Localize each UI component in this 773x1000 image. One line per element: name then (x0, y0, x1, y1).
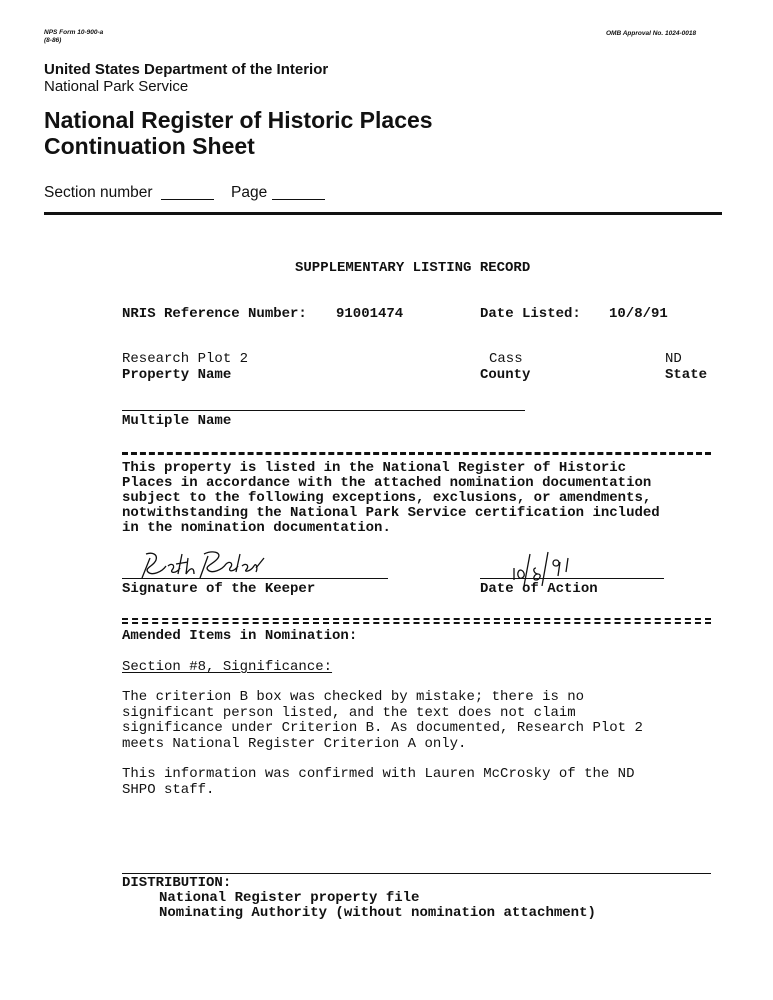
distribution-label: DISTRIBUTION: (122, 875, 232, 891)
paragraph-line: significance under Criterion B. As documented, Research Plot 2 (122, 720, 643, 736)
form-number: NPS Form 10-900-a (44, 29, 104, 36)
distribution-rule (122, 873, 711, 874)
double-divider-top (122, 618, 711, 620)
signature-line (122, 578, 388, 579)
amended-heading: Amended Items in Nomination: (122, 628, 358, 644)
state-label: State (665, 367, 708, 383)
page-title: National Register of Historic Places (44, 107, 433, 133)
distribution-item: National Register property file (159, 890, 420, 906)
multiple-name-blank (122, 410, 525, 411)
property-value: Research Plot 2 (122, 351, 249, 367)
property-label: Property Name (122, 367, 232, 383)
statement-line: This property is listed in the National Register of Historic (122, 460, 627, 476)
keeper-signature (138, 548, 268, 582)
statement-line: in the nomination documentation. (122, 520, 391, 536)
paragraph-line: significant person listed, and the text does not claim (122, 705, 576, 721)
signature-label: Signature of the Keeper (122, 581, 316, 597)
dashed-divider (122, 452, 711, 455)
multiple-name-label: Multiple Name (122, 413, 232, 429)
double-divider-bottom (122, 622, 711, 624)
state-value: ND (665, 351, 682, 367)
date-of-action-line (480, 578, 664, 579)
paragraph-line: This information was confirmed with Lauren McCrosky of the ND (122, 766, 635, 782)
county-value: Cass (489, 351, 523, 367)
form-date: (8-86) (44, 37, 62, 44)
statement-line: Places in accordance with the attached nomination documentation (122, 475, 652, 491)
nris-value: 91001474 (336, 306, 404, 322)
statement-line: subject to the following exceptions, exclusions, or amendments, (122, 490, 652, 506)
date-listed-value: 10/8/91 (609, 306, 668, 322)
omb-approval: OMB Approval No. 1024-0018 (606, 30, 697, 37)
nris-label: NRIS Reference Number: (122, 306, 307, 322)
paragraph-line: The criterion B box was checked by mistake; there is no (122, 689, 585, 705)
page-subtitle: Continuation Sheet (44, 133, 255, 159)
page-label: Page (231, 184, 268, 201)
record-heading: SUPPLEMENTARY LISTING RECORD (295, 260, 531, 276)
service-name: National Park Service (44, 78, 189, 95)
date-listed-label: Date Listed: (480, 306, 581, 322)
statement-line: notwithstanding the National Park Service certification included (122, 505, 660, 521)
header-rule (44, 212, 722, 215)
section-number-label: Section number (44, 184, 153, 201)
county-label: County (480, 367, 531, 383)
distribution-item: Nominating Authority (without nomination attachment) (159, 905, 596, 921)
page-blank (272, 199, 325, 200)
section-number-blank (161, 199, 214, 200)
date-of-action-label: Date of Action (480, 581, 598, 597)
paragraph-line: meets National Register Criterion A only. (122, 736, 467, 752)
section-heading: Section #8, Significance: (122, 659, 333, 675)
paragraph-line: SHPO staff. (122, 782, 215, 798)
department-name: United States Department of the Interior (44, 61, 329, 78)
